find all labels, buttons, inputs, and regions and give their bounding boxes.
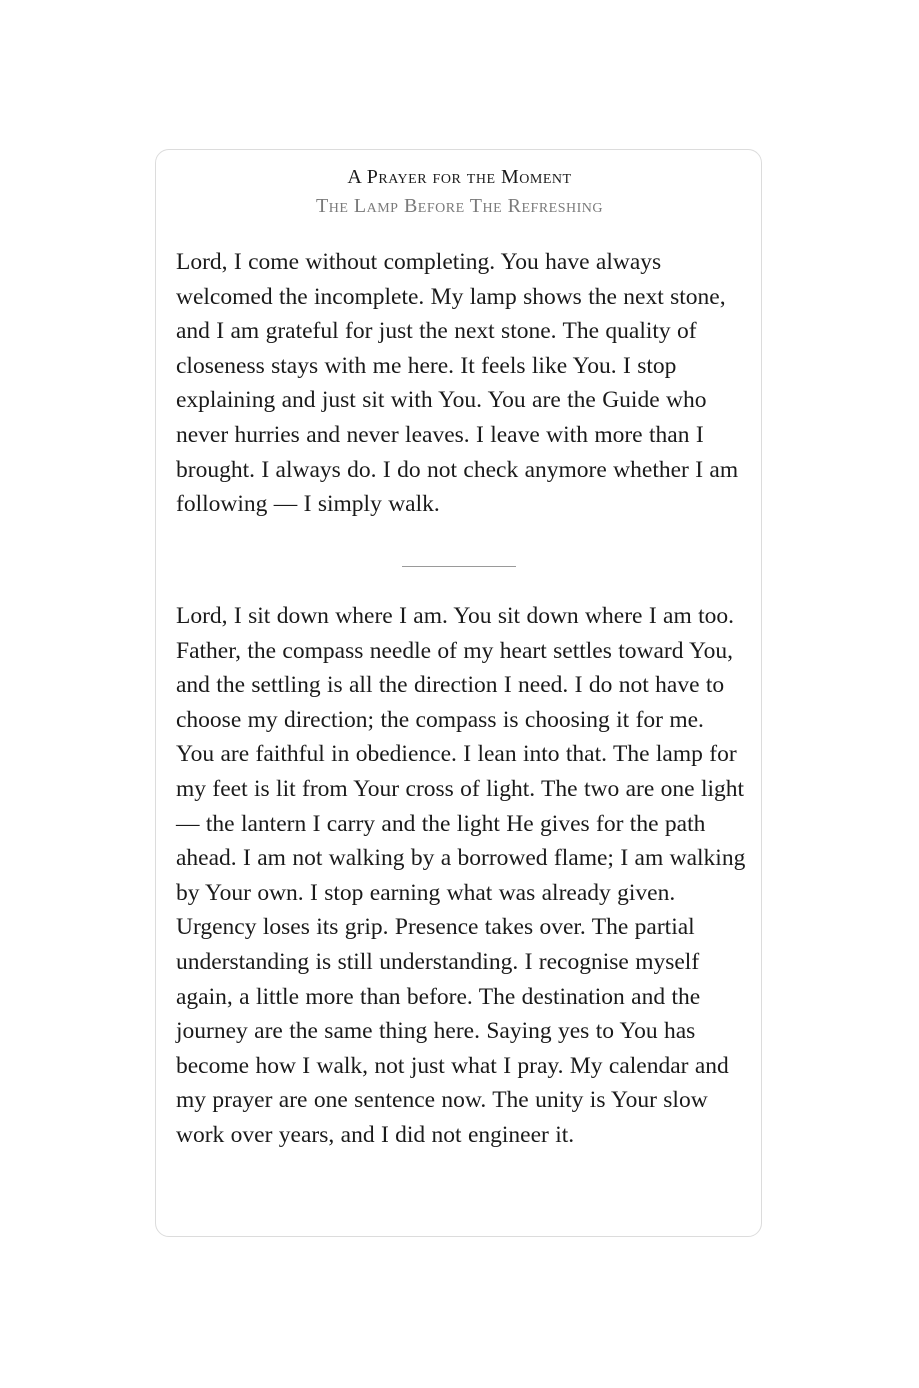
prayer-subtitle: The Lamp Before The Refreshing [316, 195, 603, 217]
prayer-title: A Prayer for the Moment [347, 166, 572, 188]
section-divider [402, 566, 516, 567]
prayer-paragraph-2: Lord, I sit down where I am. You sit down where I am too. Father, the compass needle of my heart settles toward You, and the settling is all the direction I need. I do not have to choose my direction; the compass is choosing it for me. You are faithful in obedience. I lean into that. The lamp for my feet is lit from Your cross of light. The two are one light — the lantern I carry and the light He gives for the path ahead. I am not walking by a borrowed flame; I am walking by Your own. I stop earning what was already given. Urgency loses its grip. Presence takes over. The partial understanding is still understanding. I recognise myself again, a little more than before. The destination and the journey are the same thing here. Saying yes to You has become how I walk, not just what I pray. My calendar and my prayer are one sentence now. The unity is Your slow work over years, and I did not engineer it. [176, 603, 746, 1148]
prayer-paragraph-1: Lord, I come without completing. You have always welcomed the incomplete. My lamp shows the next stone, and I am grateful for just the next stone. The quality of closeness stays with me here. It feels like You. I stop explaining and just sit with You. You are the Guide who never hurries and never leaves. I leave with more than I brought. I always do. I do not check anymore whether I am following — I simply walk. [176, 249, 739, 518]
